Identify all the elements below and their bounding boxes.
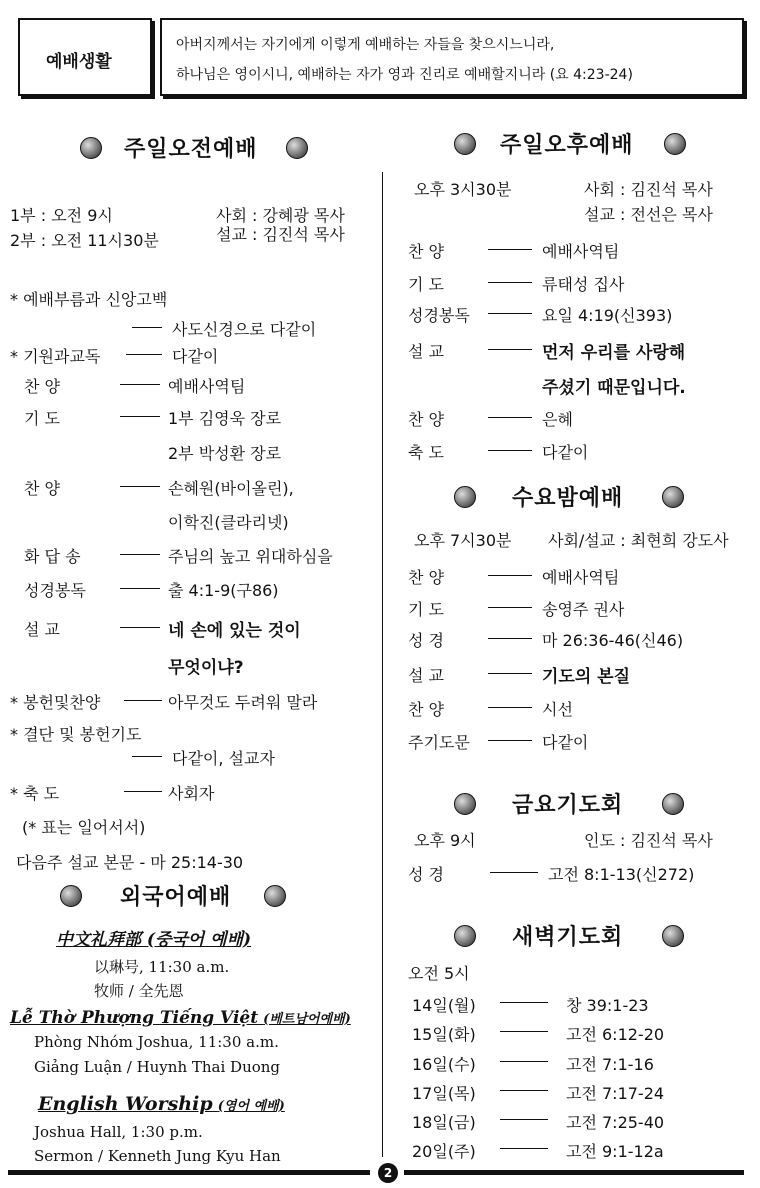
- dash-line: [500, 1031, 548, 1032]
- order-value: 고전 8:1-13(신272): [548, 865, 695, 884]
- wed-leader: 사회/설교 : 최현희 강도사: [548, 531, 729, 550]
- order-label: 찬 양: [408, 568, 444, 587]
- order-label: 찬 양: [408, 410, 444, 429]
- dash-line: [488, 349, 532, 350]
- dawn-day: 18일(금): [412, 1113, 476, 1132]
- dawn-ref: 고전 6:12-20: [566, 1025, 665, 1044]
- order-label: * 기원과교독: [10, 347, 101, 366]
- dawn-ref: 고전 9:1-12a: [566, 1142, 664, 1161]
- order-value: 예배사역팀: [542, 568, 620, 587]
- order-label: 찬 양: [408, 700, 444, 719]
- dash-line: [488, 638, 532, 639]
- chinese-line-1: 以琳号, 11:30 a.m.: [94, 958, 230, 976]
- pm-preacher: 설교 : 전선은 목사: [584, 205, 713, 224]
- sermon-title: 먼저 우리를 사랑해: [542, 343, 686, 363]
- viet-title: Lễ Thờ Phượng Tiếng Việt: [10, 1008, 259, 1028]
- footer-rule-left: [8, 1170, 370, 1175]
- dash-line: [124, 700, 162, 701]
- dash-line: [488, 607, 532, 608]
- dawn-ref: 고전 7:17-24: [566, 1084, 665, 1103]
- next-sermon: 다음주 설교 본문 - 마 25:14-30: [16, 853, 244, 872]
- order-value: 아무것도 두려워 말라: [168, 693, 318, 712]
- dawn-time: 오전 5시: [408, 964, 470, 983]
- order-value: 다같이, 설교자: [172, 749, 275, 768]
- order-label: 설 교: [408, 666, 444, 685]
- order-value: 예배사역팀: [168, 377, 246, 396]
- order-label: 성경봉독: [24, 581, 86, 600]
- bullet-icon: [454, 486, 476, 508]
- order-value: 예배사역팀: [542, 242, 620, 261]
- dawn-ref: 고전 7:1-16: [566, 1055, 654, 1074]
- dawn-day: 14일(월): [412, 996, 476, 1015]
- order-label: * 예배부름과 신앙고백: [10, 290, 168, 309]
- dash-line: [120, 588, 160, 589]
- viet-title-row: [10, 1008, 351, 1028]
- dash-line: [120, 554, 160, 555]
- verse-line-1: 아버지께서는 자기에게 이렇게 예배하는 자들을 찾으시느니라,: [176, 37, 555, 53]
- order-label: 기 도: [408, 600, 444, 619]
- dash-line: [500, 1061, 548, 1062]
- svc1-time: 1부 : 오전 9시: [10, 206, 113, 225]
- bullet-icon: [662, 793, 684, 815]
- am-leader: 사회 : 강혜광 목사: [216, 206, 345, 225]
- order-value: 마 26:36-46(신46): [542, 631, 684, 650]
- dash-line: [488, 417, 532, 418]
- order-label: 설 교: [24, 620, 60, 639]
- order-value: 출 4:1-9(구86): [168, 581, 279, 600]
- wed-time: 오후 7시30분: [414, 531, 512, 550]
- dash-line: [120, 627, 160, 628]
- bullet-icon: [662, 925, 684, 947]
- order-value: 2부 박성환 장로: [168, 444, 282, 463]
- viet-line-1: Phòng Nhóm Joshua, 11:30 a.m.: [34, 1033, 279, 1051]
- chinese-line-2: 牧师 / 全先恩: [94, 982, 184, 1000]
- dash-line: [120, 416, 160, 417]
- order-label: 성경봉독: [408, 306, 470, 325]
- friday-title: 금요기도회: [512, 793, 624, 818]
- order-label: 성 경: [408, 631, 444, 650]
- sermon-title: 무엇이냐?: [168, 658, 244, 678]
- order-value: 송영주 권사: [542, 600, 625, 619]
- dash-line: [488, 673, 532, 674]
- sunday-am-title: 주일오전예배: [124, 137, 258, 162]
- order-value: 이학진(클라리넷): [168, 513, 289, 532]
- column-divider: [382, 172, 383, 1157]
- order-label: 기 도: [24, 409, 60, 428]
- page-number: [378, 1163, 398, 1183]
- dash-line: [488, 575, 532, 576]
- dash-line: [132, 327, 162, 328]
- order-label: 설 교: [408, 342, 444, 361]
- dawn-day: 17일(목): [412, 1084, 476, 1103]
- dash-line: [490, 872, 538, 873]
- order-value: 주님의 높고 위대하심을: [168, 547, 333, 566]
- standing-note: (* 표는 일어서서): [22, 818, 146, 837]
- order-label: 찬 양: [24, 377, 60, 396]
- order-label: 주기도문: [408, 733, 470, 752]
- page-number-text: 2: [383, 1166, 393, 1180]
- order-value: 1부 김영욱 장로: [168, 409, 282, 428]
- svc2-time: 2부 : 오전 11시30분: [10, 231, 159, 250]
- dash-line: [488, 249, 532, 250]
- dash-line: [488, 450, 532, 451]
- bullet-icon: [454, 793, 476, 815]
- fri-leader: 인도 : 김진석 목사: [584, 831, 713, 850]
- sermon-title: 기도의 본질: [542, 667, 631, 687]
- dawn-title: 새벽기도회: [512, 925, 624, 950]
- dash-line: [488, 740, 532, 741]
- dash-line: [120, 384, 160, 385]
- order-label: 찬 양: [408, 242, 444, 261]
- order-label: 축 도: [408, 443, 444, 462]
- dash-line: [126, 354, 162, 355]
- fri-time: 오후 9시: [414, 831, 476, 850]
- wednesday-title: 수요밤예배: [512, 486, 624, 511]
- bullet-icon: [60, 885, 82, 907]
- dash-line: [488, 707, 532, 708]
- dawn-day: 15일(화): [412, 1025, 476, 1044]
- dash-line: [120, 486, 160, 487]
- chinese-title: 中文礼拜部 (중국어 예배): [56, 930, 252, 950]
- order-label: 찬 양: [24, 479, 60, 498]
- bullet-icon: [80, 137, 102, 159]
- dash-line: [500, 1148, 548, 1149]
- bullet-icon: [454, 133, 476, 155]
- eng-subtitle: (영어 예배): [217, 1099, 285, 1114]
- eng-title-row: [38, 1093, 285, 1115]
- order-label: * 축 도: [10, 784, 60, 803]
- order-value: 사도신경으로 다같이: [172, 320, 317, 339]
- order-value: 요일 4:19(신393): [542, 306, 673, 325]
- dash-line: [132, 756, 162, 757]
- dawn-ref: 창 39:1-23: [566, 996, 649, 1015]
- order-value: 다같이: [542, 443, 589, 462]
- footer-rule-right: [404, 1170, 744, 1175]
- dash-line: [500, 1090, 548, 1091]
- order-value: 류태성 집사: [542, 275, 625, 294]
- dash-line: [500, 1002, 548, 1003]
- sermon-title: 네 손에 있는 것이: [168, 621, 301, 641]
- sermon-title: 주셨기 때문입니다.: [542, 378, 686, 398]
- foreign-title: 외국어예배: [120, 885, 232, 910]
- bullet-icon: [662, 486, 684, 508]
- bullet-icon: [454, 925, 476, 947]
- order-label: * 봉헌및찬양: [10, 693, 101, 712]
- dash-line: [488, 282, 532, 283]
- section-label: 예배생활: [46, 52, 112, 72]
- order-label: * 결단 및 봉헌기도: [10, 725, 142, 744]
- eng-title: English Worship: [38, 1093, 213, 1115]
- order-value: 손혜원(바이올린),: [168, 479, 294, 498]
- pm-time: 오후 3시30분: [414, 180, 512, 199]
- dawn-ref: 고전 7:25-40: [566, 1113, 665, 1132]
- dawn-day: 20일(주): [412, 1142, 476, 1161]
- order-value: 다같이: [172, 347, 219, 366]
- order-value: 다같이: [542, 733, 589, 752]
- order-value: 은혜: [542, 410, 573, 429]
- verse-box: [160, 18, 744, 96]
- verse-line-2: 하나님은 영이시니, 예배하는 자가 영과 진리로 예배할지니라 (요 4:23-24): [176, 67, 633, 83]
- bullet-icon: [264, 885, 286, 907]
- order-value: 시선: [542, 700, 573, 719]
- bullet-icon: [286, 137, 308, 159]
- viet-subtitle: (베트남어예배): [263, 1012, 351, 1027]
- dawn-day: 16일(수): [412, 1055, 476, 1074]
- dash-line: [500, 1119, 548, 1120]
- sunday-pm-title: 주일오후예배: [500, 133, 634, 158]
- eng-line-1: Joshua Hall, 1:30 p.m.: [34, 1123, 203, 1141]
- bullet-icon: [664, 133, 686, 155]
- order-label: 화 답 송: [24, 547, 81, 566]
- am-preacher: 설교 : 김진석 목사: [216, 225, 345, 244]
- pm-leader: 사회 : 김진석 목사: [584, 180, 713, 199]
- dash-line: [124, 791, 162, 792]
- order-value: 사회자: [168, 784, 215, 803]
- dash-line: [488, 313, 532, 314]
- order-label: 성 경: [408, 865, 444, 884]
- eng-line-2: Sermon / Kenneth Jung Kyu Han: [34, 1147, 281, 1165]
- section-label-box: [18, 18, 152, 96]
- viet-line-2: Giảng Luận / Huynh Thai Duong: [34, 1058, 281, 1076]
- order-label: 기 도: [408, 275, 444, 294]
